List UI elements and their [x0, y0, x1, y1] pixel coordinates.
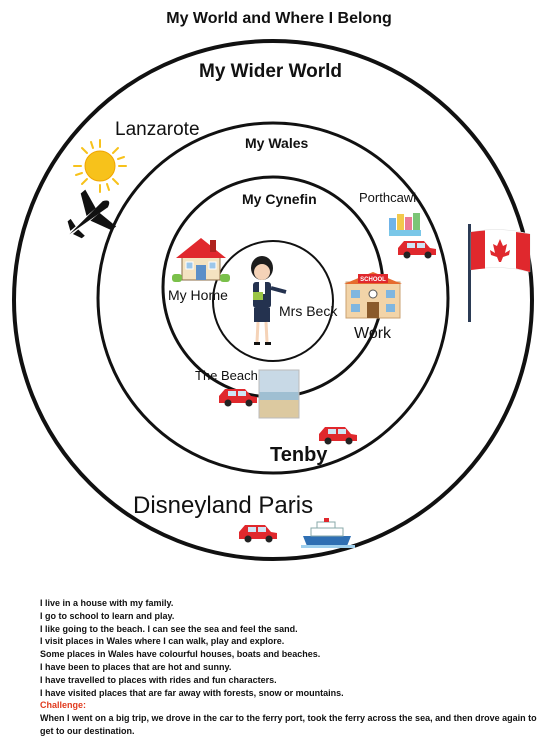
challenge-label: Challenge:	[40, 700, 87, 711]
page-title: My World and Where I Belong	[166, 10, 392, 27]
place-label-disneyland-paris: Disneyland Paris	[133, 492, 314, 519]
car-icon	[319, 427, 357, 445]
beach-photo	[259, 370, 299, 418]
ferry-icon	[301, 518, 355, 548]
ring-label-inner: My Cynefin	[242, 191, 317, 207]
house-icon	[172, 238, 230, 282]
text-line: Some places in Wales have colourful houses, boats and beaches.	[40, 649, 321, 660]
canada-flag-icon	[468, 224, 530, 322]
car-icon	[398, 241, 436, 259]
airplane-icon	[54, 183, 124, 253]
description-text	[40, 597, 540, 738]
car-icon	[219, 389, 257, 407]
place-label-work: Work	[354, 325, 392, 342]
ring-label-middle: My Wales	[245, 135, 309, 151]
text-line: I go to school to learn and play.	[40, 610, 175, 621]
place-label-porthcawl: Porthcawl	[359, 190, 417, 205]
text-line: I like going to the beach. I can see the sea and feel the sand.	[40, 623, 298, 634]
place-label-lanzarote: Lanzarote	[115, 119, 200, 140]
center-ring	[213, 241, 333, 361]
sun-icon	[74, 140, 126, 192]
text-line: I have travelled to places with rides and fun characters.	[40, 674, 277, 685]
text-line: I have been to places that are hot and sunny.	[40, 661, 232, 672]
challenge-text: When I went on a big trip, we drove in the car to the ferry port, took the ferry across the sea, and then drove again to get to our destination.	[40, 713, 537, 736]
place-label-tenby: Tenby	[270, 444, 328, 466]
text-line: I have visited places that are far away with forests, snow or mountains.	[40, 687, 344, 698]
car-icon	[239, 525, 277, 543]
ring-label-outer: My Wider World	[199, 61, 343, 82]
place-label-my-home: My Home	[168, 287, 228, 303]
place-label-the-beach: The Beach	[195, 368, 258, 383]
seaside-houses-icon	[389, 213, 421, 236]
outer-ring	[14, 41, 532, 559]
place-label-mrs-beck: Mrs Beck	[279, 303, 338, 319]
school-sign: SCHOOL	[360, 277, 386, 283]
school-icon	[344, 272, 402, 318]
text-line: I visit places in Wales where I can walk, play and explore.	[40, 636, 285, 647]
teacher-figure	[251, 256, 286, 345]
text-line: I live in a house with my family.	[40, 598, 174, 608]
